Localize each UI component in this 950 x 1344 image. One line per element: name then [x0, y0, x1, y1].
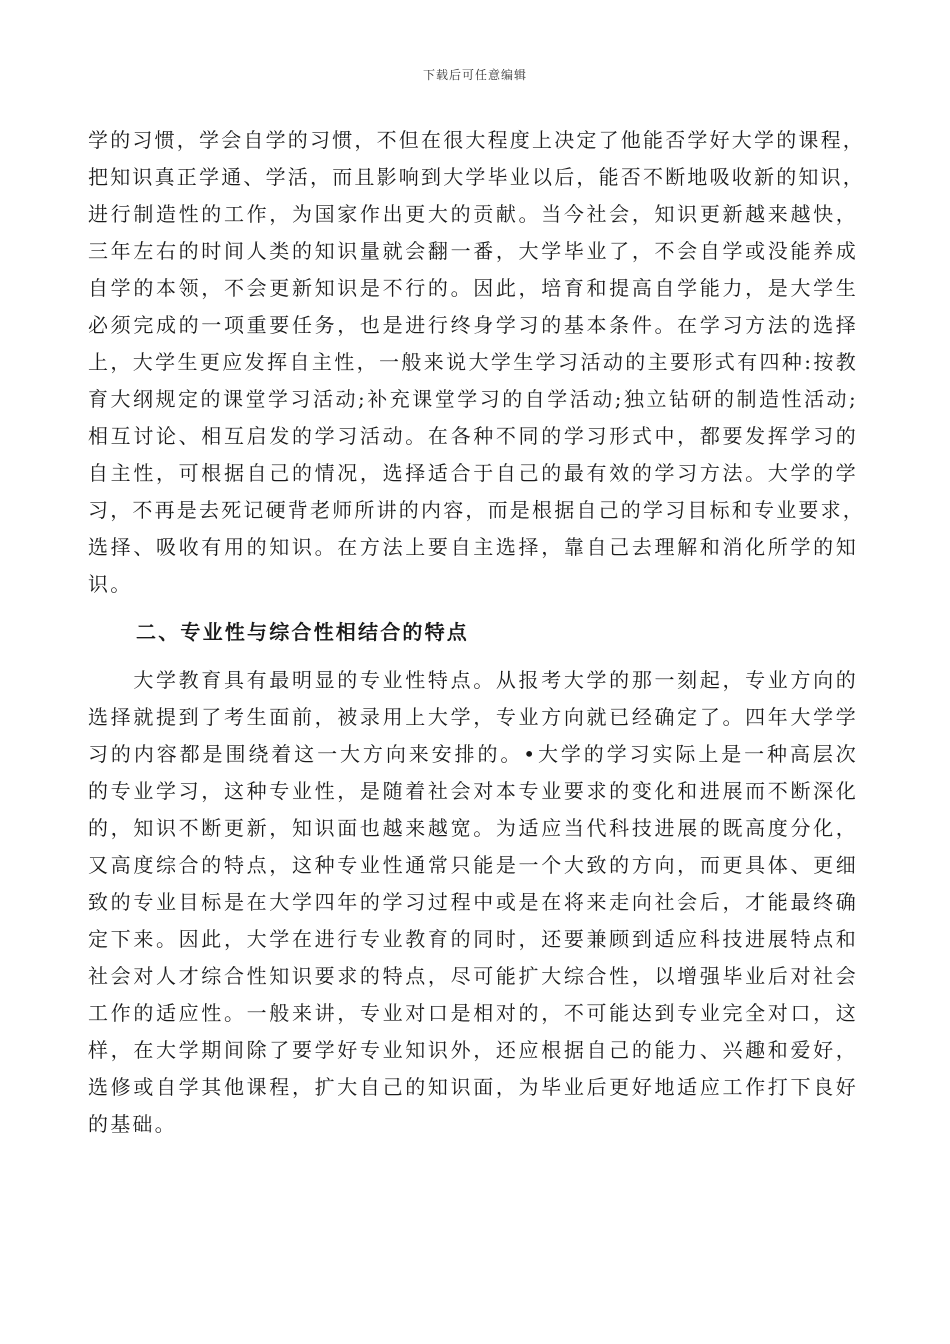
- text-line: 选择、吸收有用的知识。在方法上要自主选择，靠自己去理解和消化所学的知: [88, 535, 858, 559]
- text-line: 定下来。因此，大学在进行专业教育的同时，还要兼顾到适应科技进展特点和: [88, 927, 858, 951]
- text-line: 自主性，可根据自己的情况，选择适合于自己的最有效的学习方法。大学的学: [88, 461, 858, 485]
- text-line: 社会对人才综合性知识要求的特点，尽可能扩大综合性，以增强毕业后对社会: [88, 964, 858, 988]
- text-line: 三年左右的时间人类的知识量就会翻一番，大学毕业了，不会自学或没能养成: [88, 239, 858, 263]
- text-line: 的基础。: [88, 1112, 177, 1136]
- text-line: 上，大学生更应发挥自主性，一般来说大学生学习活动的主要形式有四种:按教: [88, 350, 858, 374]
- text-line: 把知识真正学通、学活，而且影响到大学毕业以后，能否不断地吸收新的知识，: [88, 165, 865, 189]
- text-line: 的，知识不断更新，知识面也越来越宽。为适应当代科技进展的既高度分化，: [88, 816, 858, 840]
- document-body: [88, 122, 865, 1143]
- text-line: 又高度综合的特点，这种专业性通常只能是一个大致的方向，而更具体、更细: [88, 853, 858, 877]
- section-heading: 二、专业性与综合性相结合的特点: [136, 620, 469, 644]
- text-line: 自学的本领，不会更新知识是不行的。因此，培育和提高自学能力，是大学生: [88, 276, 858, 300]
- page-header: 下载后可任意编辑: [422, 68, 527, 82]
- text-line: 进行制造性的工作，为国家作出更大的贡献。当今社会，知识更新越来越快，: [88, 202, 858, 226]
- text-line: 致的专业目标是在大学四年的学习过程中或是在将来走向社会后，才能最终确: [88, 890, 858, 914]
- text-line: 大学教育具有最明显的专业性特点。从报考大学的那一刻起，专业方向的: [88, 668, 858, 692]
- paragraph-2: [88, 662, 858, 1143]
- text-line: 习的内容都是围绕着这一大方向来安排的。•大学的学习实际上是一种高层次: [88, 742, 858, 766]
- paragraph-1: [88, 122, 865, 603]
- text-line: 选择就提到了考生面前，被录用上大学，专业方向就已经确定了。四年大学学: [88, 705, 858, 729]
- text-line: 样，在大学期间除了要学好专业知识外，还应根据自己的能力、兴趣和爱好，: [88, 1038, 858, 1062]
- text-line: 必须完成的一项重要任务，也是进行终身学习的基本条件。在学习方法的选择: [88, 313, 858, 337]
- text-line: 相互讨论、相互启发的学习活动。在各种不同的学习形式中，都要发挥学习的: [88, 424, 858, 448]
- text-line: 学的习惯，学会自学的习惯，不但在很大程度上决定了他能否学好大学的课程，: [88, 128, 865, 152]
- text-line: 的专业学习，这种专业性，是随着社会对本专业要求的变化和进展而不断深化: [88, 779, 858, 803]
- text-line: 工作的适应性。一般来讲，专业对口是相对的，不可能达到专业完全对口，这: [88, 1001, 858, 1025]
- text-line: 习，不再是去死记硬背老师所讲的内容，而是根据自己的学习目标和专业要求，: [88, 498, 865, 522]
- text-line: 育大纲规定的课堂学习活动;补充课堂学习的自学活动;独立钻研的制造性活动;: [88, 387, 858, 411]
- text-line: 选修或自学其他课程，扩大自己的知识面，为毕业后更好地适应工作打下良好: [88, 1075, 858, 1099]
- text-line: 识。: [88, 572, 133, 596]
